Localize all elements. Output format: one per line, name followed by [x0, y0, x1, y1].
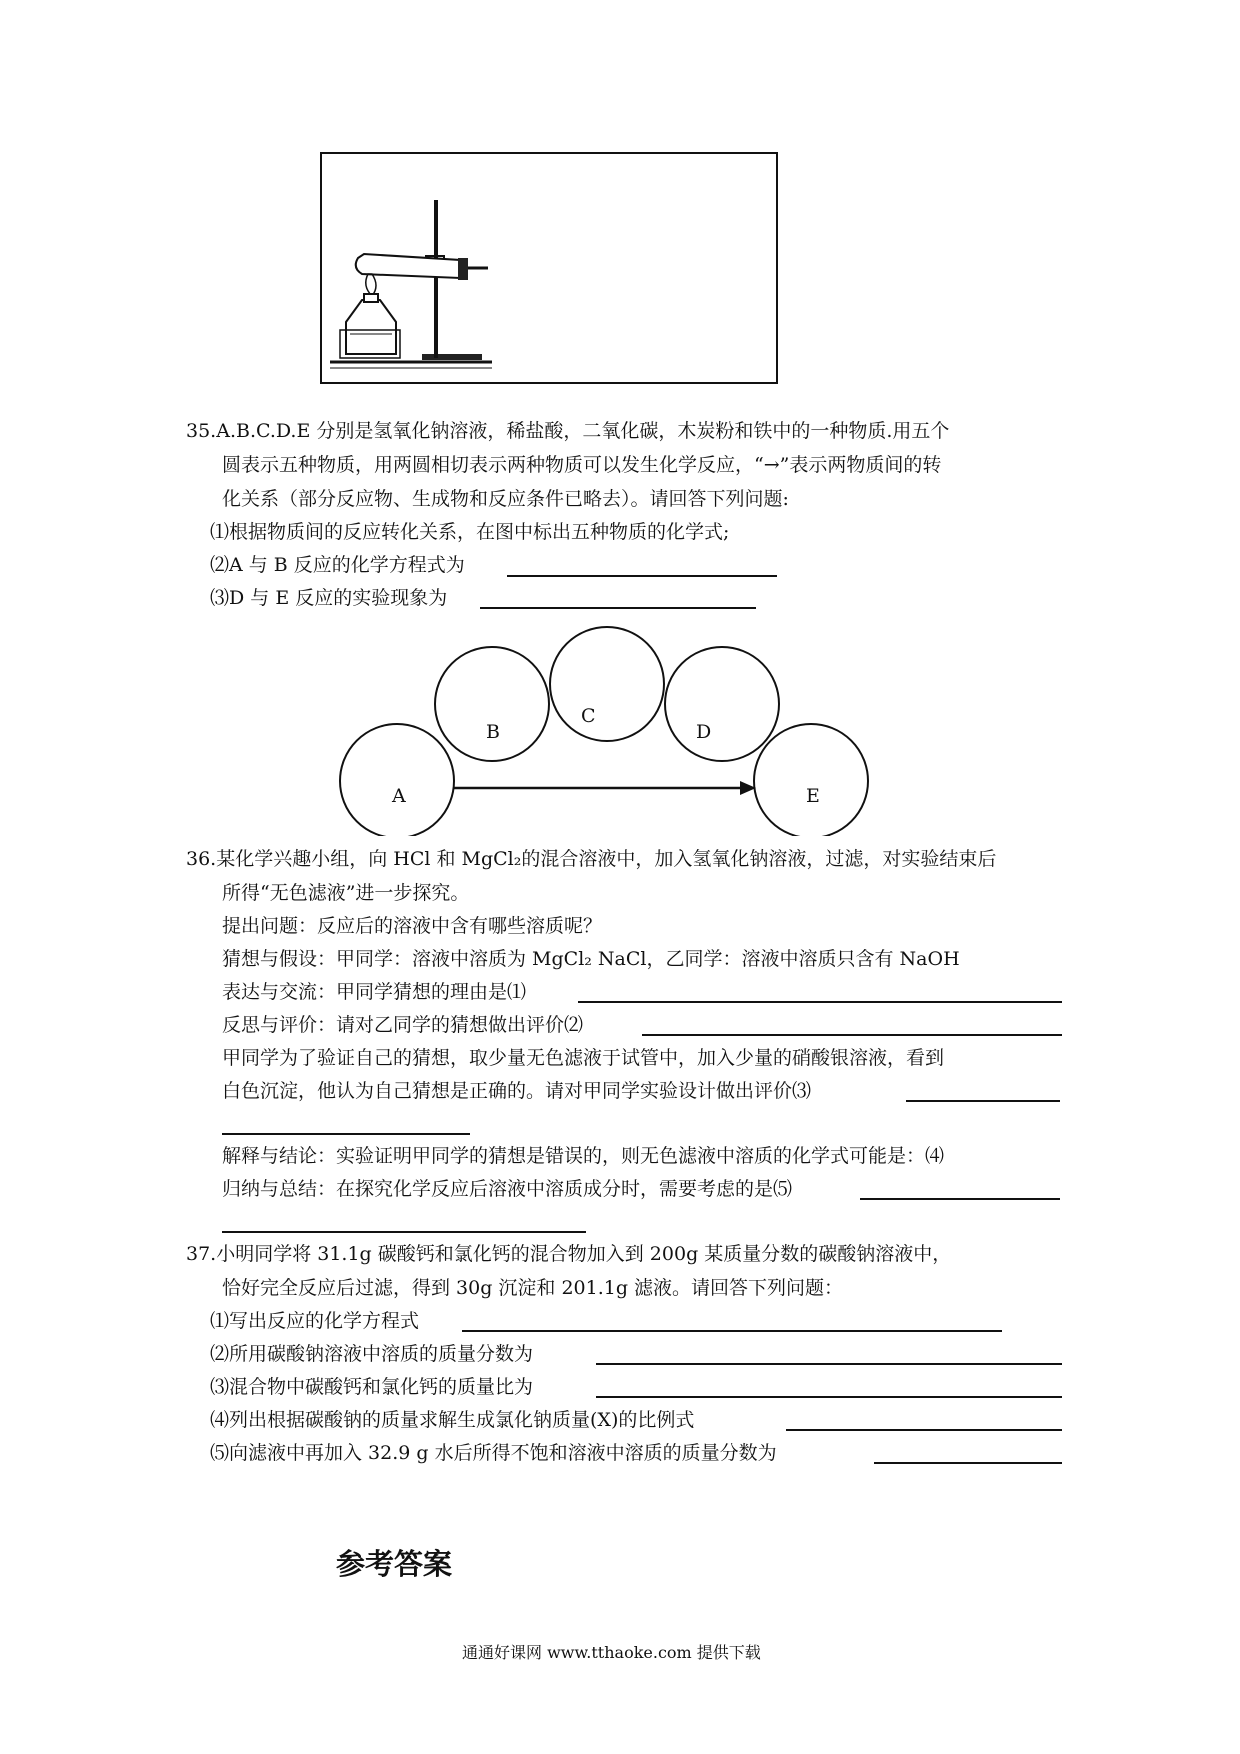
- q37-answer-blank-4[interactable]: [786, 1429, 1062, 1431]
- q35-part-3: ⑶D 与 E 反应的实验现象为: [210, 587, 448, 609]
- q36-answer-blank-1[interactable]: [578, 1001, 1062, 1003]
- apparatus-figure: [320, 152, 778, 384]
- label-c: C: [581, 705, 596, 727]
- q37-answer-blank-1[interactable]: [462, 1330, 1002, 1332]
- label-a: A: [392, 785, 406, 807]
- q35-answer-blank-3[interactable]: [480, 607, 756, 609]
- q37-part-1: ⑴写出反应的化学方程式: [210, 1310, 420, 1332]
- q36-line-hypothesis: 猜想与假设：甲同学：溶液中溶质为 MgCl₂ NaCl，乙同学：溶液中溶质只含有 NaOH: [222, 948, 960, 970]
- q37-part-3: ⑶混合物中碳酸钙和氯化钙的质量比为: [210, 1376, 534, 1398]
- q36-answer-blank-3[interactable]: [906, 1100, 1060, 1102]
- circle-e: [754, 724, 868, 836]
- heating-apparatus-drawing: [322, 154, 776, 382]
- q35-part-2: ⑵A 与 B 反应的化学方程式为: [210, 554, 465, 576]
- q36-line-summary: 归纳与总结：在探究化学反应后溶液中溶质成分时，需要考虑的是⑸: [222, 1178, 793, 1200]
- q36-line-experiment-1: 甲同学为了验证自己的猜想，取少量无色滤液于试管中，加入少量的硝酸银溶液，看到: [222, 1047, 945, 1069]
- q37-answer-blank-5[interactable]: [874, 1462, 1062, 1464]
- q35-stem-line-2: 圆表示五种物质，用两圆相切表示两种物质可以发生化学反应，“→”表示两物质间的转: [222, 454, 942, 476]
- q37-part-5: ⑸向滤液中再加入 32.9 g 水后所得不饱和溶液中溶质的质量分数为: [210, 1442, 777, 1464]
- q36-answer-blank-3-continued[interactable]: [222, 1133, 470, 1135]
- q35-part-1: ⑴根据物质间的反应转化关系，在图中标出五种物质的化学式;: [210, 521, 730, 543]
- q37-stem-line-2: 恰好完全反应后过滤，得到 30g 沉淀和 201.1g 滤液。请回答下列问题：: [222, 1277, 844, 1299]
- circle-b: [435, 647, 549, 761]
- q37-answer-blank-3[interactable]: [596, 1396, 1062, 1398]
- q36-line-expression: 表达与交流：甲同学猜想的理由是⑴: [222, 981, 527, 1003]
- q36-answer-blank-2[interactable]: [642, 1034, 1062, 1036]
- q37-answer-blank-2[interactable]: [596, 1363, 1062, 1365]
- q37-stem-line-1: 37.小明同学将 31.1g 碳酸钙和氯化钙的混合物加入到 200g 某质量分数的碳酸钠溶液中，: [186, 1243, 952, 1265]
- q36-line-question: 提出问题：反应后的溶液中含有哪些溶质呢？: [222, 915, 603, 937]
- reaction-circle-diagram: [320, 616, 880, 836]
- q37-part-2: ⑵所用碳酸钠溶液中溶质的质量分数为: [210, 1343, 534, 1365]
- q35-stem-line-1: 35.A.B.C.D.E 分别是氢氧化钠溶液，稀盐酸，二氧化碳，木炭粉和铁中的一种物质.用五个: [186, 420, 950, 442]
- q36-line-experiment-2: 白色沉淀，他认为自己猜想是正确的。请对甲同学实验设计做出评价⑶: [222, 1080, 812, 1102]
- page-footer: 通通好课网 www.tthaoke.com 提供下载: [462, 1643, 761, 1662]
- answer-key-title: 参考答案: [336, 1547, 453, 1581]
- label-b: B: [486, 721, 500, 743]
- q36-answer-blank-5-continued[interactable]: [222, 1231, 586, 1233]
- circle-c: [550, 627, 664, 741]
- q35-answer-blank-2[interactable]: [507, 575, 777, 577]
- q36-line-conclusion: 解释与结论：实验证明甲同学的猜想是错误的，则无色滤液中溶质的化学式可能是：⑷: [222, 1145, 945, 1167]
- q35-stem-line-3: 化关系（部分反应物、生成物和反应条件已略去）。请回答下列问题:: [222, 488, 789, 510]
- circle-a: [340, 724, 454, 836]
- q36-answer-blank-5[interactable]: [860, 1198, 1060, 1200]
- label-d: D: [696, 721, 712, 743]
- q36-stem-line-1: 36.某化学兴趣小组，向 HCl 和 MgCl₂的混合溶液中，加入氢氧化钠溶液，过滤，对实验结束后: [186, 848, 997, 870]
- q36-stem-line-2: 所得“无色滤液”进一步探究。: [222, 882, 470, 904]
- circle-d: [665, 647, 779, 761]
- q36-line-reflection: 反思与评价：请对乙同学的猜想做出评价⑵: [222, 1014, 584, 1036]
- label-e: E: [806, 785, 820, 807]
- q37-part-4: ⑷列出根据碳酸钠的质量求解生成氯化钠质量(X)的比例式: [210, 1409, 695, 1431]
